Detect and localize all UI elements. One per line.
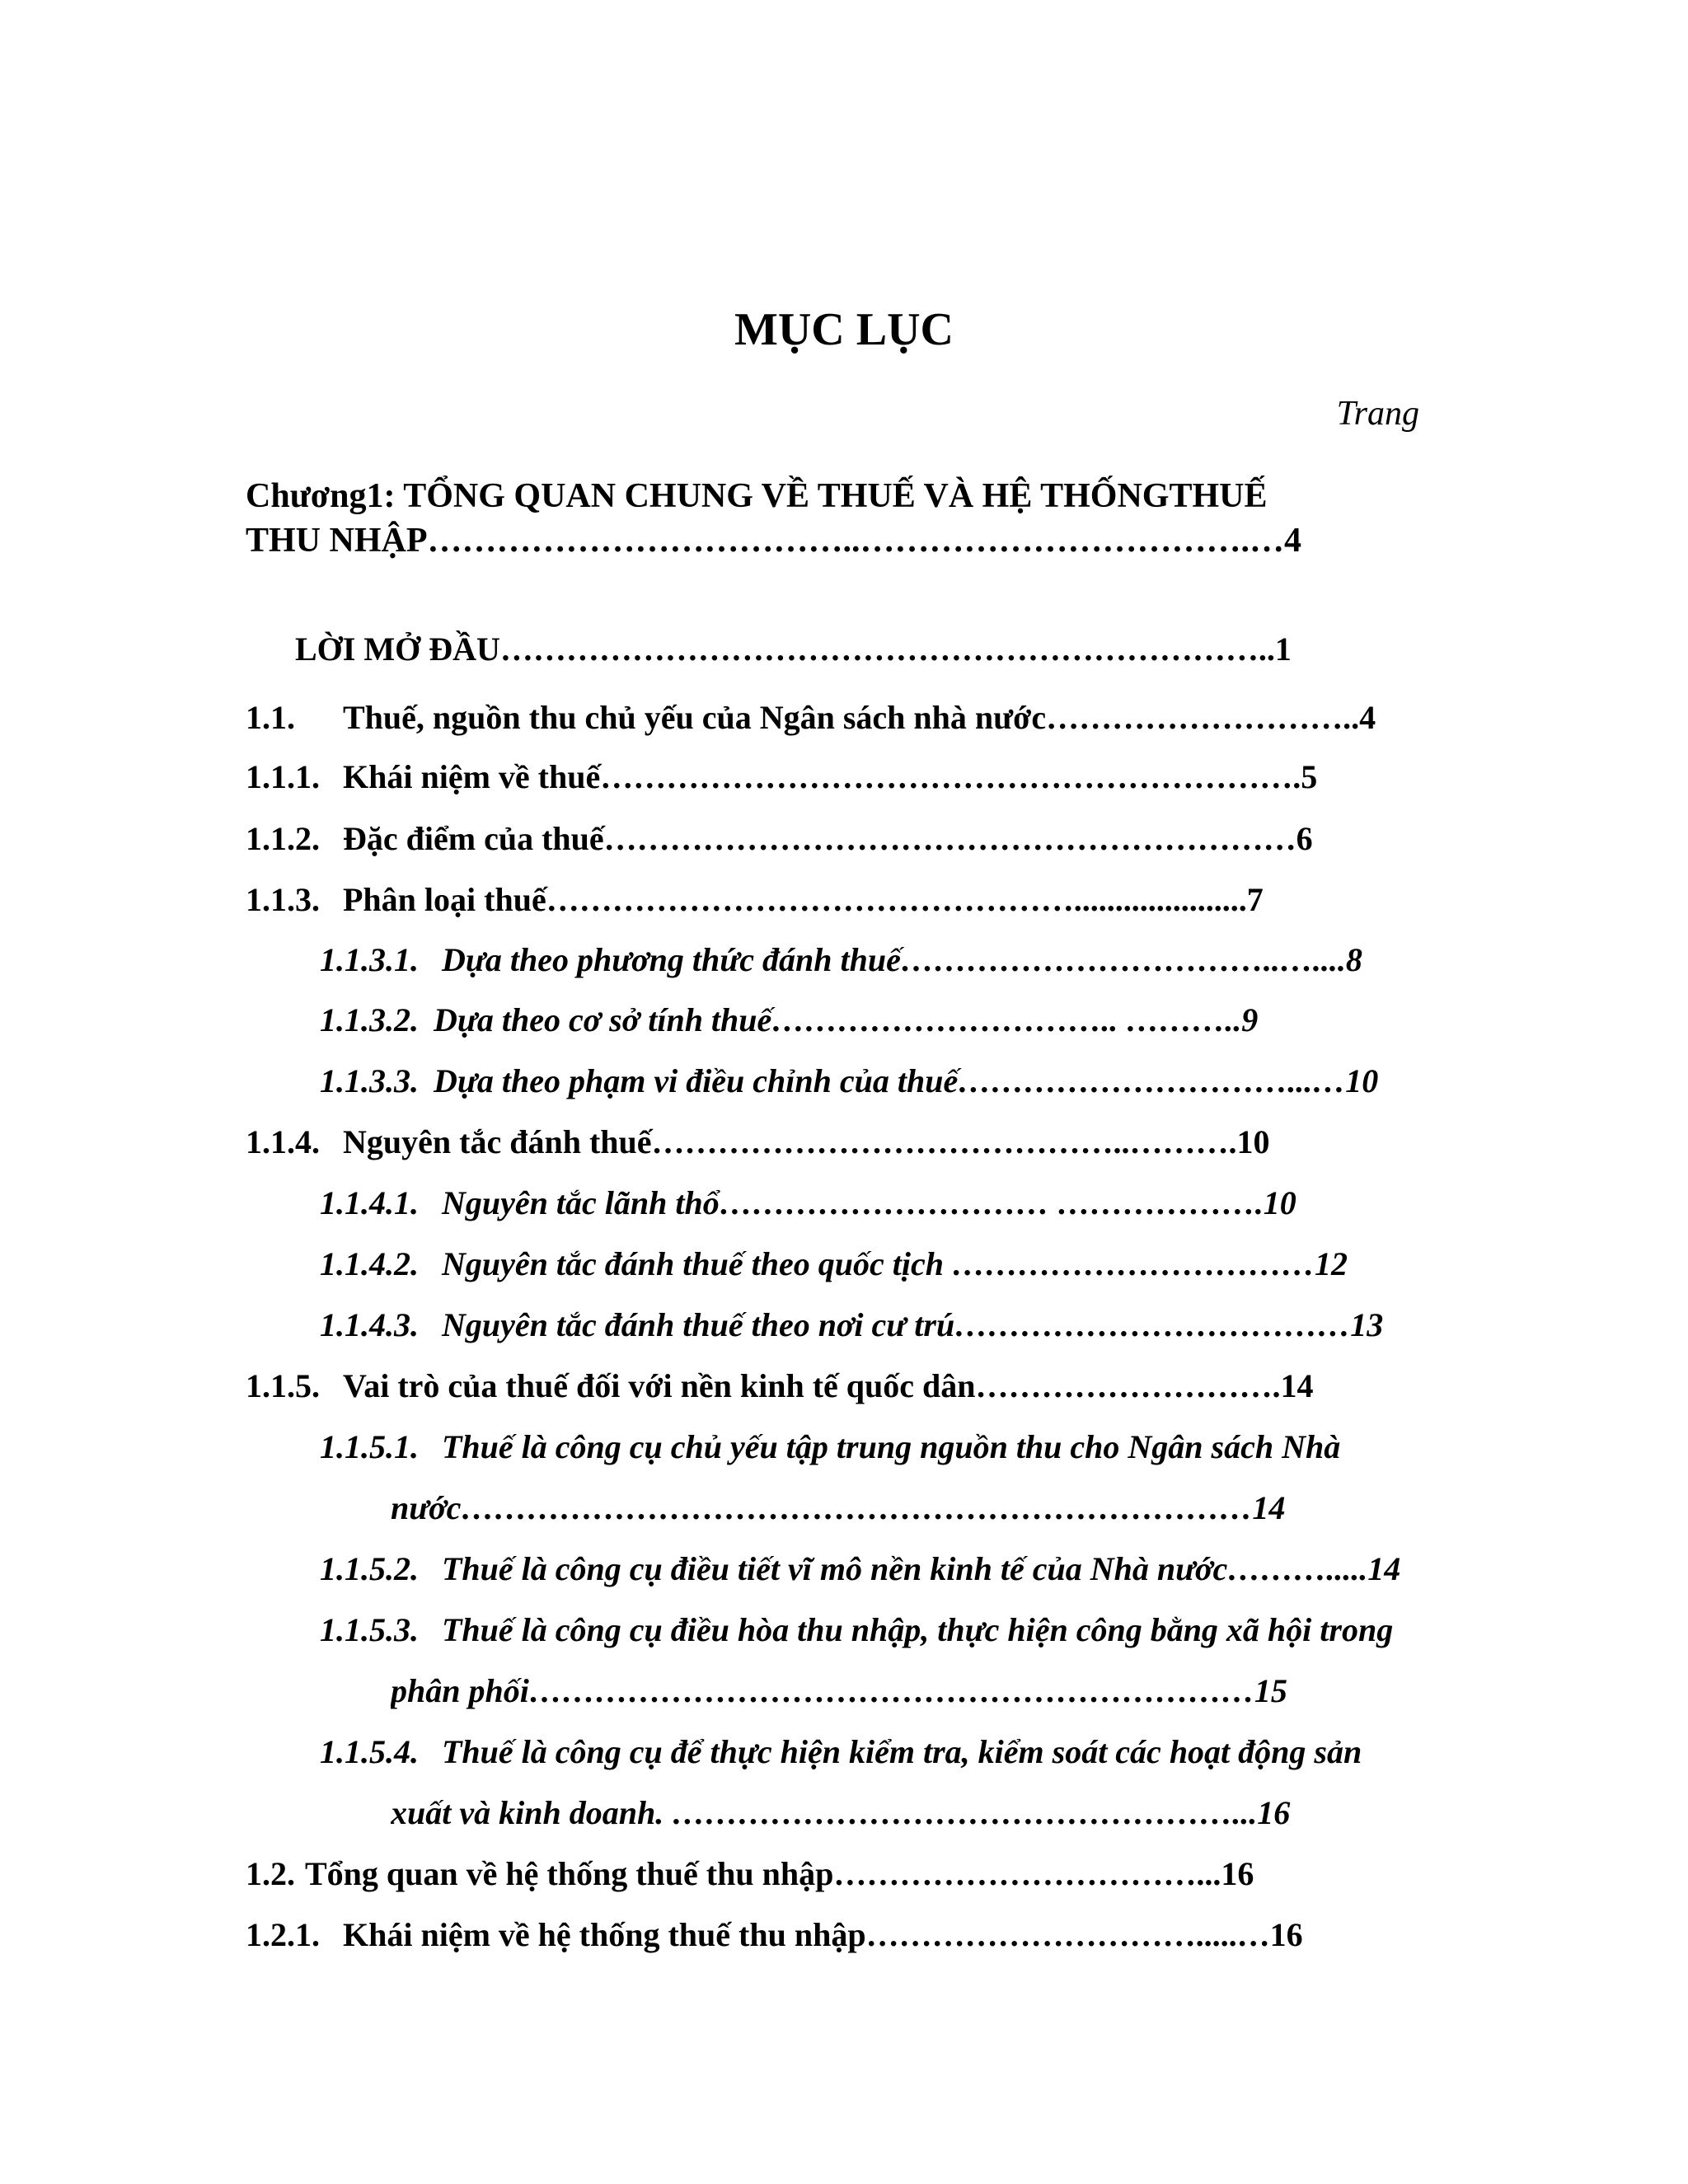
page-title: MỤC LỤC <box>734 304 954 355</box>
toc-entry-number: 1.1.5. <box>246 1367 320 1404</box>
toc-entry-text: Thuế là công cụ chủ yếu tập trung nguồn thu cho Ngân sách Nhà <box>442 1428 1341 1465</box>
toc-entry-number: 1.1.5.3. <box>320 1611 419 1648</box>
toc-entry-1-1[interactable] <box>246 695 1449 741</box>
toc-entry-1-1-5-3[interactable] <box>320 1607 1498 1653</box>
toc-entry-number: 1.1.2. <box>246 820 320 857</box>
toc-entry-text: Tổng quan về hệ thống thuế thu nhập……………………………...16 <box>305 1855 1254 1892</box>
page-column-label: Trang <box>1336 395 1419 433</box>
toc-entry-number: 1.1.3.1. <box>320 941 419 978</box>
toc-entry-1-1-4-2[interactable] <box>320 1241 1498 1287</box>
toc-entry-1-1-5-3-continuation: phân phối…………………………………………………………15 <box>391 1672 1287 1709</box>
toc-entry-1-1-5-4-continuation: xuất và kinh doanh. ……………………………………………...16 <box>391 1794 1291 1831</box>
toc-entry-1-1-3-3[interactable] <box>320 1058 1498 1104</box>
toc-entry-1-1-1[interactable] <box>246 754 1474 800</box>
toc-entry-text: Dựa theo phạm vi điều chỉnh của thuế…………………………...…10 <box>434 1062 1379 1099</box>
toc-entry-1-1-5-4[interactable] <box>320 1729 1498 1775</box>
toc-entry-text: LỜI MỞ ĐẦU……………………………………………………………..1 <box>295 630 1292 668</box>
toc-entry-number: 1.1.3.3. <box>320 1062 419 1099</box>
toc-entry-number: 1.1.4.2. <box>320 1245 419 1282</box>
toc-entry-text: Vai trò của thuế đối với nền kinh tế quốc dân……………………….14 <box>343 1367 1314 1404</box>
toc-entry-1-1-5-1[interactable] <box>320 1424 1498 1470</box>
toc-entry-number: 1.1.5.4. <box>320 1733 419 1770</box>
toc-entry-number: 1.1.4.1. <box>320 1184 419 1221</box>
toc-entry-text: Thuế là công cụ điều tiết vĩ mô nền kinh tế của Nhà nước……….....14 <box>442 1550 1401 1587</box>
toc-entry-text: Phân loại thuế………………………………………….....................7 <box>343 881 1264 918</box>
toc-entry-number: 1.1.5.2. <box>320 1550 419 1587</box>
toc-entry-text: Thuế, nguồn thu chủ yếu của Ngân sách nhà nước………………………..4 <box>343 699 1376 736</box>
toc-entry-text: Thuế là công cụ điều hòa thu nhập, thực hiện công bằng xã hội trong <box>442 1611 1394 1648</box>
toc-entry-text: Nguyên tắc lãnh thổ………………………… ……………….10 <box>442 1184 1296 1221</box>
toc-entry-1-1-4[interactable] <box>246 1119 1498 1165</box>
chapter-heading-line-2: THU NHẬP………………………………..…………………………….…4 <box>246 522 1301 560</box>
toc-entry-text: Dựa theo cơ sở tính thuế………………………….. ………..9 <box>434 1001 1259 1038</box>
toc-entry-number: 1.1.1. <box>246 758 320 795</box>
toc-entry-1-1-5-2[interactable] <box>320 1546 1498 1592</box>
toc-entry-1-1-3[interactable] <box>246 877 1474 923</box>
toc-entry-text: Đặc điểm của thuế………………………………………………………6 <box>343 820 1313 857</box>
toc-entry-number: 1.1.3.2. <box>320 1001 419 1038</box>
toc-entry-number: 1.1.3. <box>246 881 320 918</box>
toc-entry-1-1-2[interactable] <box>246 816 1474 862</box>
toc-entry-loi-mo-dau[interactable] <box>295 626 1449 673</box>
toc-entry-1-1-5[interactable] <box>246 1363 1498 1409</box>
toc-entry-number: 1.2. <box>246 1855 295 1892</box>
toc-entry-1-1-3-1[interactable] <box>320 937 1498 983</box>
toc-entry-number: 1.1.4.3. <box>320 1306 419 1343</box>
toc-entry-number: 1.1.4. <box>246 1123 320 1160</box>
toc-entry-1-1-4-3[interactable] <box>320 1302 1498 1348</box>
toc-entry-1-1-5-1-continuation: nước………………………………………………………………14 <box>391 1489 1286 1526</box>
toc-entry-text: Dựa theo phương thức đánh thuế……………………………..…....8 <box>442 941 1362 978</box>
toc-entry-text: Khái niệm về hệ thống thuế thu nhập………………………….....…16 <box>343 1916 1303 1953</box>
toc-entry-1-2[interactable] <box>246 1851 1498 1897</box>
toc-entry-text: Nguyên tắc đánh thuế theo quốc tịch ……………………………12 <box>442 1245 1348 1282</box>
chapter-heading-line-1: Chương1: TỔNG QUAN CHUNG VỀ THUẾ VÀ HỆ THỐNGTHUẾ <box>246 477 1268 515</box>
toc-entry-number: 1.2.1. <box>246 1916 320 1953</box>
toc-entry-1-2-1[interactable] <box>246 1912 1498 1958</box>
toc-entry-1-1-4-1[interactable] <box>320 1180 1498 1226</box>
toc-entry-1-1-3-2[interactable] <box>320 997 1498 1043</box>
toc-entry-text: Thuế là công cụ để thực hiện kiểm tra, kiểm soát các hoạt động sản <box>442 1733 1362 1770</box>
toc-entry-text: Nguyên tắc đánh thuế……………………………………..……….10 <box>343 1123 1270 1160</box>
toc-entry-number: 1.1. <box>246 699 295 736</box>
toc-entry-text: Khái niệm về thuế……………………………………………………….5 <box>343 758 1318 795</box>
toc-entry-number: 1.1.5.1. <box>320 1428 419 1465</box>
toc-entry-text: Nguyên tắc đánh thuế theo nơi cư trú………………………………13 <box>442 1306 1384 1343</box>
